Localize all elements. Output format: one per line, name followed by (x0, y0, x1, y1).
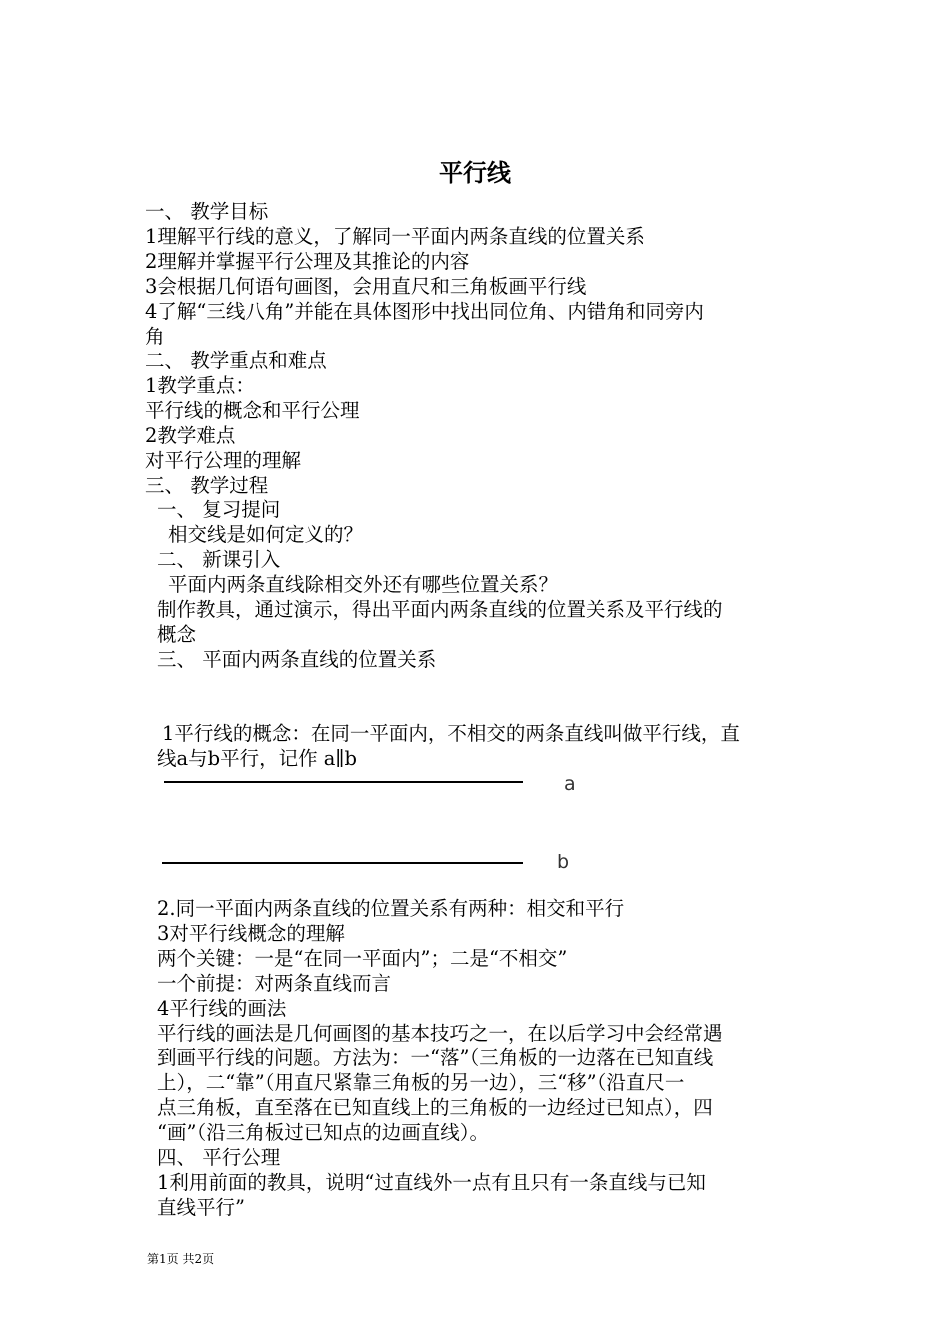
section-heading: 三、 教学过程 (145, 474, 269, 497)
text-line: 对平行公理的理解 (145, 449, 302, 472)
line-label-a: a (564, 773, 576, 795)
section-heading: 二、 教学重点和难点 (145, 349, 327, 372)
text-line: 平行线的概念和平行公理 (145, 399, 360, 422)
text-line: 1教学重点： (145, 374, 255, 397)
parallel-line-b (162, 862, 523, 864)
text-line: “画”（沿三角板过已知点的边画直线）。 (157, 1121, 489, 1144)
text-line: 直线平行” (157, 1196, 245, 1219)
text-line: 1理解平行线的意义，了解同一平面内两条直线的位置关系 (145, 225, 645, 248)
text-line: 上），二“靠”（用直尺紧靠三角板的另一边），三“移”（沿直尺一 (157, 1071, 685, 1094)
text-line: 点三角板，直至落在已知直线上的三角板的一边经过已知点），四 (157, 1096, 713, 1119)
page-footer: 第1页 共2页 (147, 1252, 215, 1266)
text-line: 4平行线的画法 (157, 997, 287, 1020)
text-line: 2.同一平面内两条直线的位置关系有两种：相交和平行 (157, 897, 625, 920)
subsection-heading: 三、 平面内两条直线的位置关系 (157, 648, 437, 671)
subsection-heading: 二、 新课引入 (157, 548, 281, 571)
text-line: 2理解并掌握平行公理及其推论的内容 (145, 250, 470, 273)
subsection-heading: 一、 复习提问 (157, 498, 281, 521)
text-line: 角 (145, 325, 165, 348)
parallel-line-a (164, 781, 523, 783)
text-line: 一个前提：对两条直线而言 (157, 972, 392, 995)
text-line: 1平行线的概念：在同一平面内，不相交的两条直线叫做平行线，直 (162, 722, 740, 745)
text-line: 平行线的画法是几何画图的基本技巧之一，在以后学习中会经常遇 (157, 1022, 723, 1045)
text-line: 两个关键：一是“在同一平面内”；二是“不相交” (157, 947, 568, 970)
text-line: 制作教具，通过演示，得出平面内两条直线的位置关系及平行线的 (157, 598, 723, 621)
text-line: 到画平行线的问题。方法为：一“落”（三角板的一边落在已知直线 (157, 1046, 714, 1069)
document-title: 平行线 (439, 158, 511, 187)
text-line: 3会根据几何语句画图，会用直尺和三角板画平行线 (145, 275, 587, 298)
text-line: 概念 (157, 623, 197, 646)
text-line: 1利用前面的教具，说明“过直线外一点有且只有一条直线与已知 (157, 1171, 706, 1194)
subsection-heading: 四、 平行公理 (157, 1146, 281, 1169)
text-line: 3对平行线概念的理解 (157, 922, 345, 945)
text-line: 相交线是如何定义的？ (168, 523, 364, 546)
text-line: 4了解“三线八角”并能在具体图形中找出同位角、内错角和同旁内 (145, 300, 704, 323)
section-heading: 一、 教学目标 (145, 200, 269, 223)
line-label-b: b (557, 851, 570, 873)
text-line: 线a与b平行，记作 a∥b (157, 747, 357, 770)
text-line: 平面内两条直线除相交外还有哪些位置关系？ (168, 573, 559, 596)
text-line: 2教学难点 (145, 424, 236, 447)
